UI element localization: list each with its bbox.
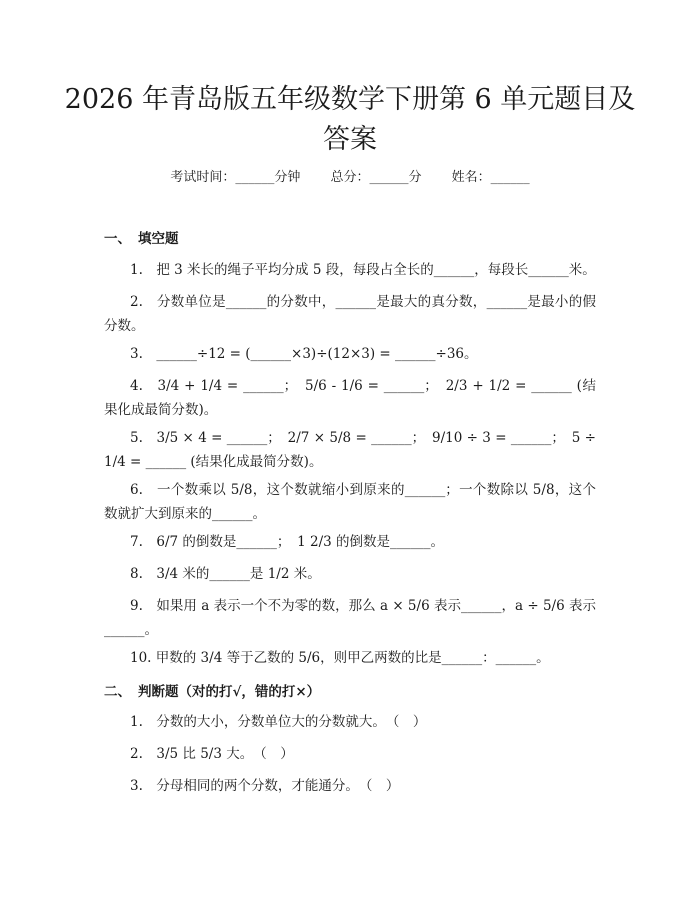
question-1-10: 10. 甲数的 3/4 等于乙数的 5/6，则甲乙两数的比是______：______。 bbox=[130, 650, 550, 666]
exam-score: 总分：______分 bbox=[330, 170, 422, 185]
question-1-6: 6. 一个数乘以 5/8，这个数就缩小到原来的______；一个数除以 5/8，这个数就扩大到原来的______。 bbox=[104, 482, 596, 522]
question-1-7: 7. 6/7 的倒数是______； 1 2/3 的倒数是______。 bbox=[130, 534, 445, 550]
question-2-3: 3. 分母相同的两个分数，才能通分。 （ ） bbox=[130, 778, 400, 794]
question-1-4: 4. 3/4 + 1/4 = ______； 5/6 - 1/6 = ______； 2/3 + 1/2 = ______ (结果化成最简分数)。 bbox=[104, 378, 596, 418]
section-number: 二、 bbox=[104, 684, 131, 700]
section-title: 判断题（对的打√，错的打×） bbox=[138, 684, 321, 700]
section-fill-blank-heading bbox=[104, 229, 179, 249]
question-2-2: 2. 3/5 比 5/3 大。 （ ） bbox=[130, 746, 294, 762]
exam-time: 考试时间：______分钟 bbox=[170, 170, 301, 185]
question-1-1: 1. 把 3 米长的绳子平均分成 5 段，每段占全长的______，每段长______米。 bbox=[130, 262, 596, 278]
question-1-2: 2. 分数单位是______的分数中，______是最大的真分数，______是最小的假分数。 bbox=[104, 294, 596, 334]
section-number: 一、 bbox=[104, 231, 131, 247]
exam-name: 姓名：______ bbox=[451, 170, 530, 185]
question-1-5: 5. 3/5 × 4 = ______； 2/7 × 5/8 = ______； 9/10 ÷ 3 = ______； 5 ÷ 1/4 = ______ (结果化成最简分数)。 bbox=[104, 430, 596, 470]
question-2-1: 1. 分数的大小，分数单位大的分数就大。 （ ） bbox=[130, 714, 427, 730]
question-1-8: 8. 3/4 米的______是 1/2 米。 bbox=[130, 566, 321, 582]
document-title: 2026 年青岛版五年级数学下册第 6 单元题目及答案 bbox=[64, 84, 636, 155]
section-true-false-heading bbox=[104, 682, 320, 702]
exam-info bbox=[0, 169, 700, 187]
question-1-9: 9. 如果用 a 表示一个不为零的数，那么 a × 5/6 表示______，a ÷ 5/6 表示______。 bbox=[104, 598, 596, 638]
section-title: 填空题 bbox=[138, 231, 179, 247]
question-1-3: 3. ______÷12 = (______×3)÷(12×3) = ______÷36。 bbox=[130, 346, 478, 362]
